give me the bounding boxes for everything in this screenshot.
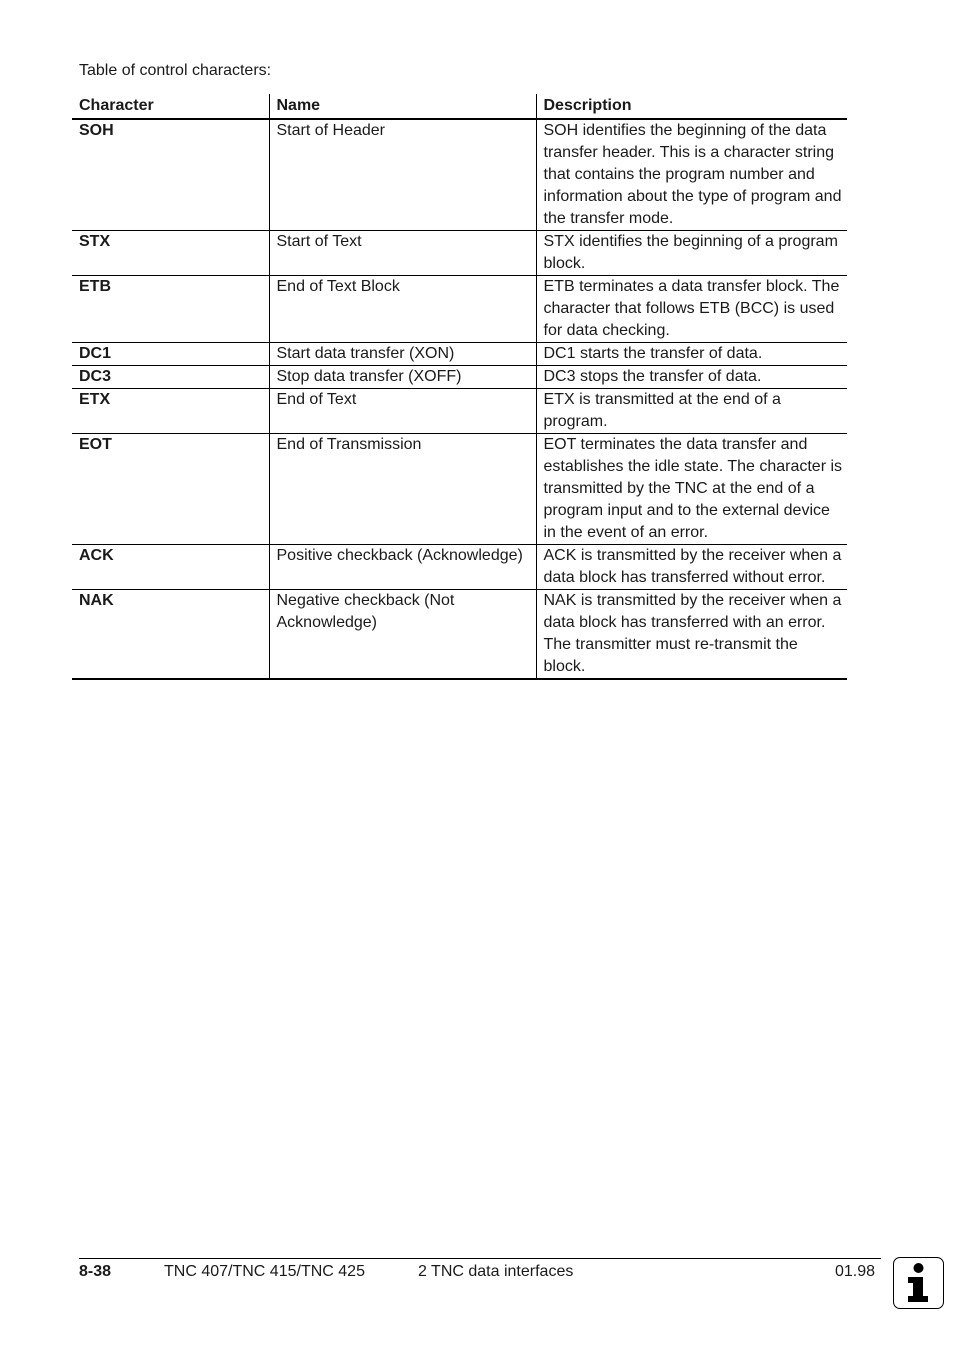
table-header-row: [72, 94, 847, 119]
description-cell: SOH identifies the beginning of the data transfer header. This is a character string that contains the program number and information about the type of program and the transfer mode.: [536, 119, 847, 231]
name-cell: End of Transmission: [269, 434, 536, 545]
footer-chapter: 2 TNC data interfaces: [418, 1263, 574, 1280]
footer-divider: [79, 1258, 881, 1259]
name-cell: Stop data transfer (XOFF): [269, 366, 536, 389]
character-cell: ETX: [72, 389, 269, 434]
description-cell: EOT terminates the data transfer and establishes the idle state. The character is transmitted by the TNC at the end of a program input and to the external device in the event of an error.: [536, 434, 847, 545]
name-cell: Start of Header: [269, 119, 536, 231]
table-row: [72, 119, 847, 231]
name-cell: End of Text Block: [269, 276, 536, 343]
character-cell: ACK: [72, 545, 269, 590]
info-icon: [893, 1257, 944, 1309]
description-cell: NAK is transmitted by the receiver when a data block has transferred with an error. The transmitter must re-transmit the block.: [536, 590, 847, 680]
description-cell: STX identifies the beginning of a program block.: [536, 231, 847, 276]
character-cell: STX: [72, 231, 269, 276]
character-cell: SOH: [72, 119, 269, 231]
name-cell: Start of Text: [269, 231, 536, 276]
table-row: [72, 276, 847, 343]
control-characters-table: [72, 94, 847, 680]
character-cell: NAK: [72, 590, 269, 680]
description-cell: DC3 stops the transfer of data.: [536, 366, 847, 389]
column-header-character: Character: [72, 94, 269, 119]
column-header-name: Name: [269, 94, 536, 119]
character-cell: DC3: [72, 366, 269, 389]
page-number: 8-38: [79, 1263, 112, 1280]
table-row: [72, 366, 847, 389]
description-cell: ACK is transmitted by the receiver when a data block has transferred without error.: [536, 545, 847, 590]
table-caption: Table of control characters:: [79, 62, 272, 79]
footer-date: 01.98: [835, 1263, 876, 1280]
table-row: [72, 434, 847, 545]
description-cell: ETB terminates a data transfer block. The character that follows ETB (BCC) is used for data checking.: [536, 276, 847, 343]
footer-model: TNC 407/TNC 415/TNC 425: [164, 1263, 365, 1280]
column-header-description: Description: [536, 94, 847, 119]
description-cell: DC1 starts the transfer of data.: [536, 343, 847, 366]
name-cell: Negative checkback (Not Acknowledge): [269, 590, 536, 680]
table-row: [72, 343, 847, 366]
table-row: [72, 590, 847, 680]
table-row: [72, 545, 847, 590]
character-cell: ETB: [72, 276, 269, 343]
character-cell: EOT: [72, 434, 269, 545]
name-cell: Start data transfer (XON): [269, 343, 536, 366]
table-row: [72, 389, 847, 434]
table-row: [72, 231, 847, 276]
character-cell: DC1: [72, 343, 269, 366]
description-cell: ETX is transmitted at the end of a program.: [536, 389, 847, 434]
name-cell: Positive checkback (Acknowledge): [269, 545, 536, 590]
name-cell: End of Text: [269, 389, 536, 434]
